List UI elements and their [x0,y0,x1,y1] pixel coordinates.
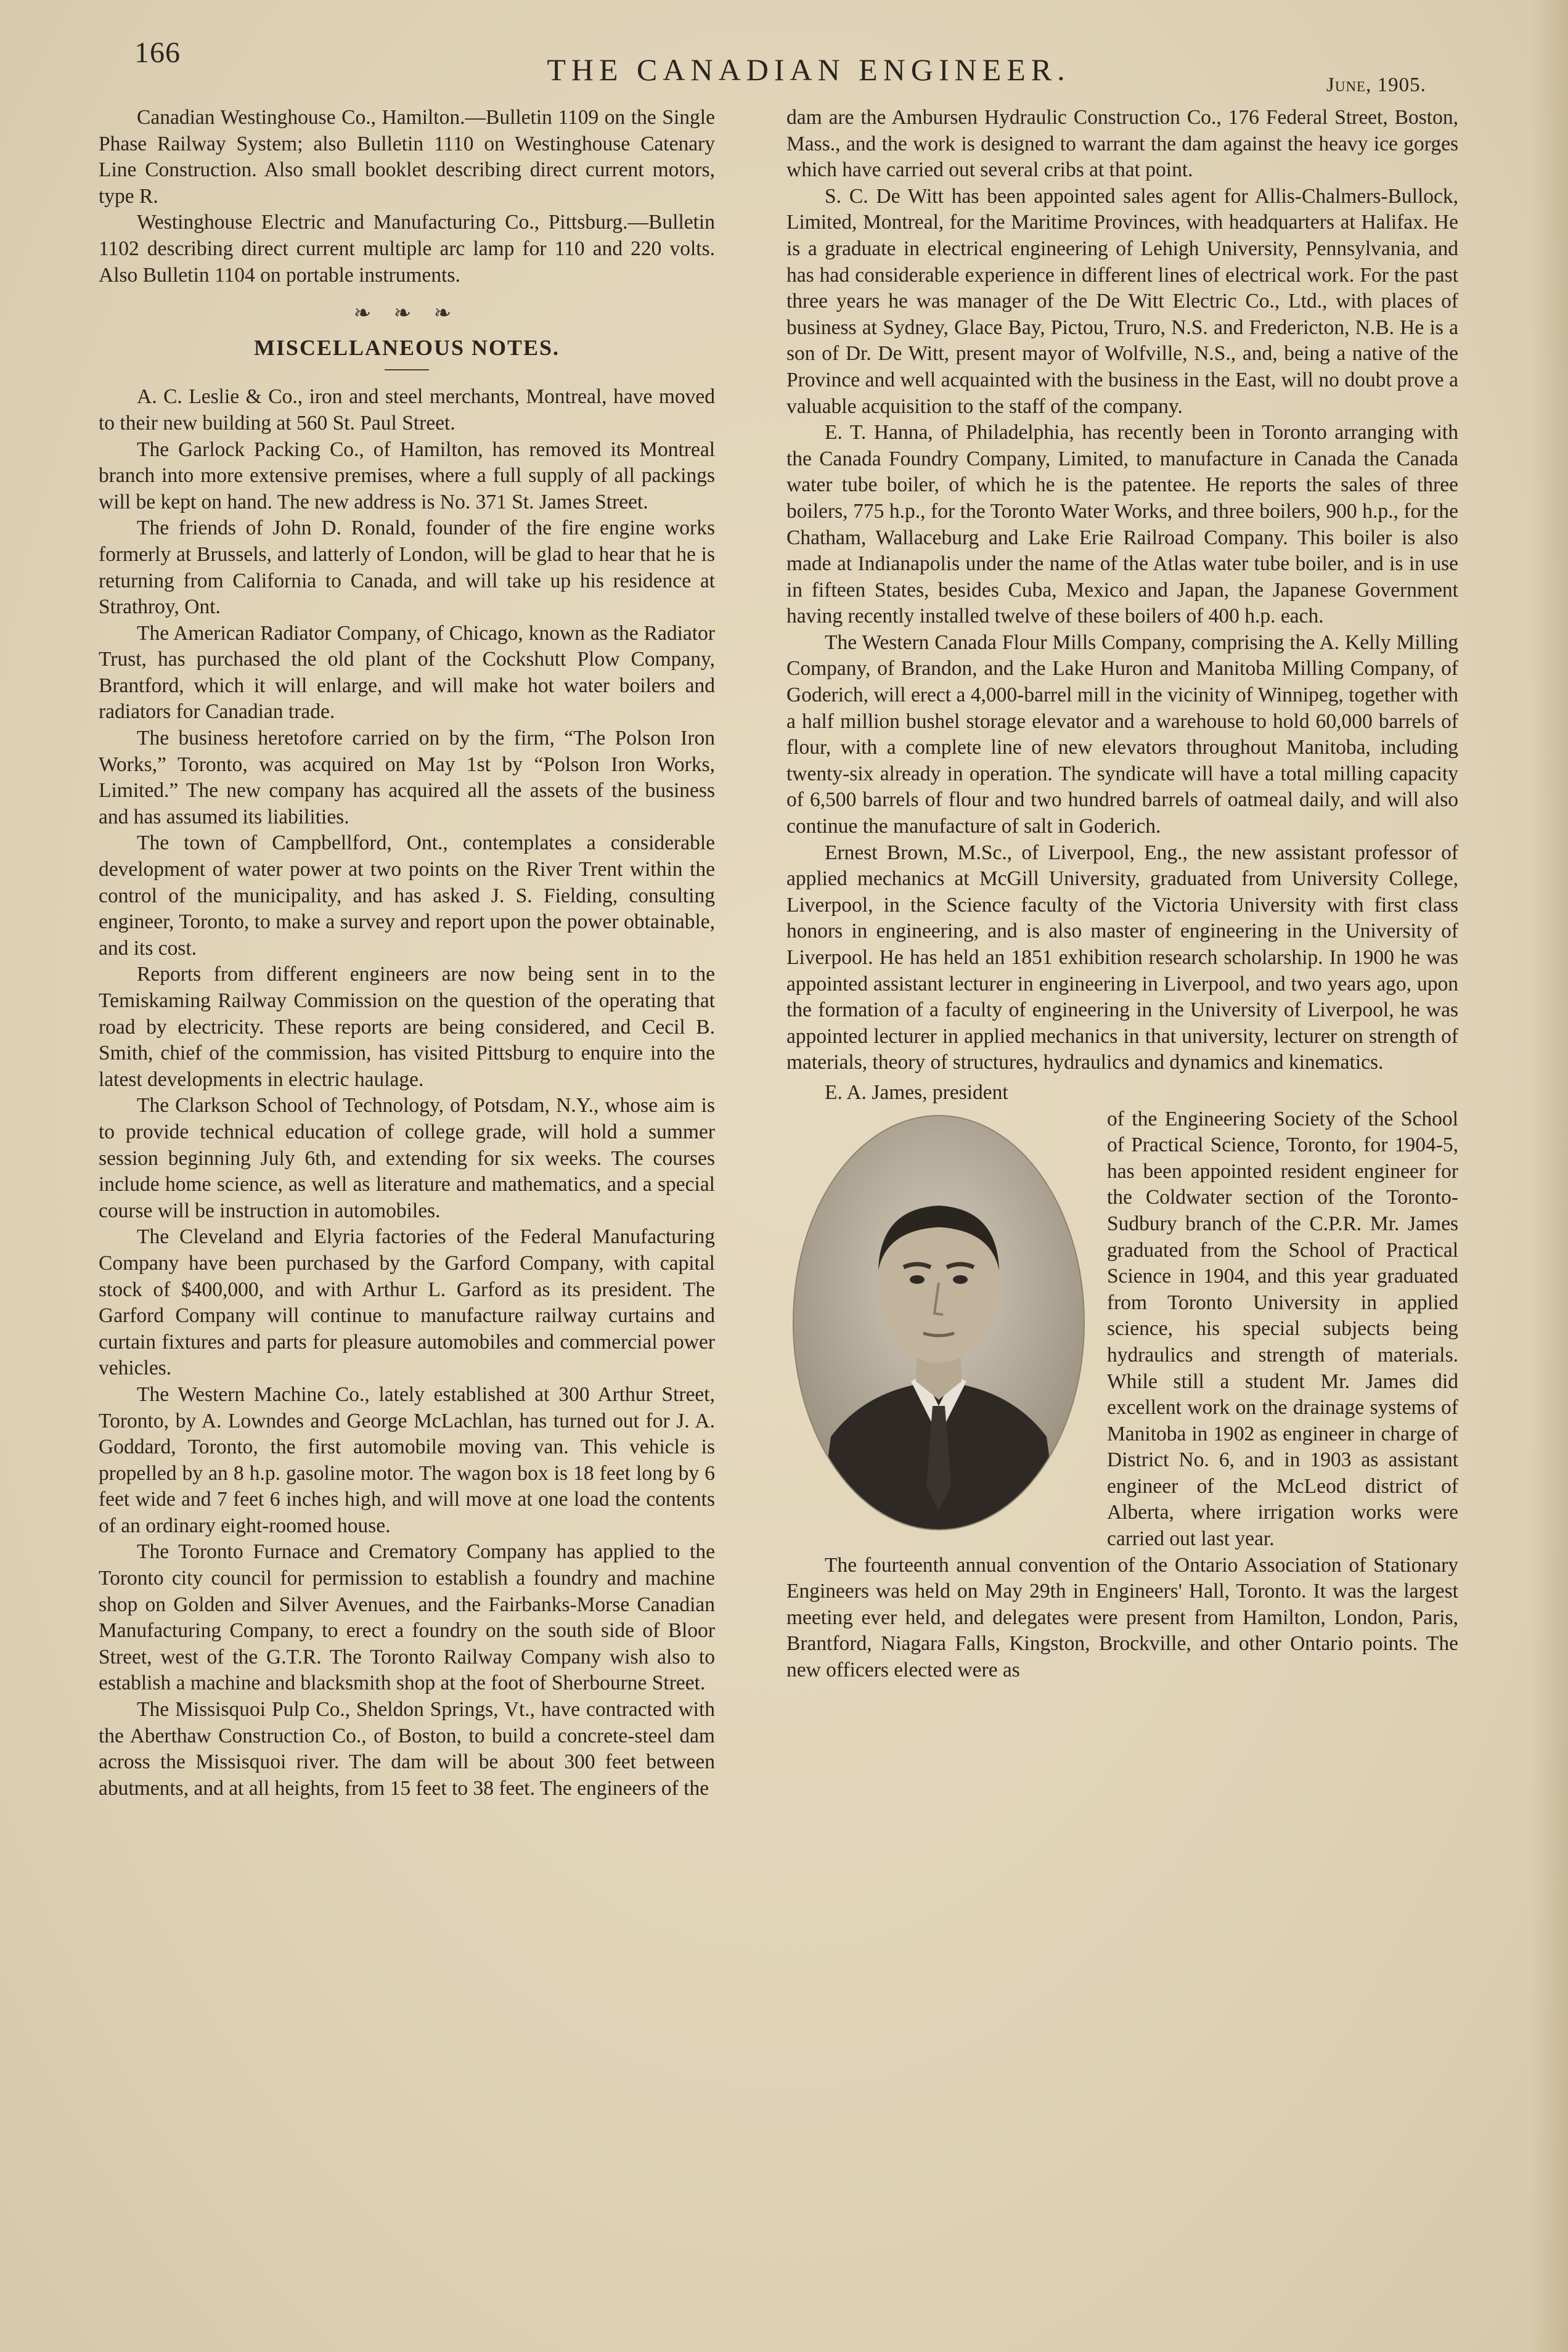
page-number: 166 [134,36,181,69]
note-paragraph: Reports from different engineers are now being sent in to the Temiskaming Railway Commission on the question of the operating that road by electricity. These reports are being considered, and Cecil B. Smith, chief of the commission, has visited Pittsburg to enquire into the latest developments in electric haulage. [99,963,715,1091]
note-paragraph: The town of Campbellford, Ont., contemplates a considerable development of water power at two points on the River Trent within the control of the municipality, and has asked J. S. Fielding, consulting engineer, Toronto, to make a survey and report upon the power obtainable, and its cost. [99,831,715,960]
journal-title: THE CANADIAN ENGINEER. [547,52,1071,87]
note-paragraph: The Clarkson School of Technology, of Potsdam, N.Y., whose aim is to provide technical education of college grade, will hold a summer session beginning July 6th, and extending for six weeks. The courses include home science, as well as literature and mathematics, and a special course will be instruction in automobiles. [99,1094,715,1222]
note-paragraph: E. T. Hanna, of Philadelphia, has recently been in Toronto arranging with the Canada Foundry Company, Limited, to manufacture in Canada the Canada water tube boiler, of which he is the patentee. He reports the sales of three boilers, 775 h.p., for the Toronto Water Works, and three boilers, 900 h.p., for the Chatham, Wallaceburg and Lake Erie Railroad Company. This boiler is also made at Indianapolis under the name of the Atlas water tube boiler, and is in use in fifteen States, besides Cuba, Mexico and Japan, the Japanese Government having recently installed twelve of these boilers of 400 h.p. each. [786,421,1458,628]
james-lead-line: E. A. James, president [825,1080,1008,1104]
section-separator-ornament: ❧ ❧ ❧ [353,302,460,325]
note-paragraph: Ernest Brown, M.Sc., of Liverpool, Eng., the new assistant professor of applied mechanics at McGill University, graduated from University College, Liverpool, in the Science faculty of the Victoria University with first class honors in engineering, and is also master of engineering in the University of Liverpool. He has held an 1851 exhibition research scholarship. In 1900 he was appointed assistant lecturer in engineering in Liverpool, and two years ago, upon the formation of a faculty of engineering in the University of Liverpool, he was appointed lecturer in applied mechanics in that university, lecturer on strength of materials, theory of structures, hydraulics and dynamics and kinematics. [786,841,1458,1074]
left-column [99,105,715,1802]
note-paragraph: The Toronto Furnace and Crematory Company has applied to the Toronto city council for permission to establish a foundry and machine shop on Golden and Silver Avenues, and the Fairbanks-Morse Canadian Manufacturing Company, to erect a foundry on the south side of Bloor Street, west of the G.T.R. The Toronto Railway Company wish also to establish a machine and blacksmith shop at the foot of Sherbourne Street. [99,1540,715,1695]
james-paragraph: of the Engineering Society of the School of Practical Science, Toronto, for 1904-5, has been appointed resident engineer for the Coldwater section of the Toronto-Sudbury branch of the C.P.R. Mr. James graduated from the School of Practical Science in 1904, and this year graduated from Toronto University in applied science, his special subjects being hydraulics and strength of materials. While still a student Mr. James did excellent work on the drainage systems of Manitoba in 1902 as engineer in charge of District No. 6, and in 1903 as assistant engineer of the McLeod district of Alberta, where irrigation works were carried out last year. [1107,1107,1458,1551]
portrait-oval-frame [793,1115,1085,1530]
note-paragraph: The fourteenth annual convention of the Ontario Association of Stationary Engineers was held on May 29th in Engineers' Hall, Toronto. It was the largest meeting ever held, and delegates were present from Hamilton, London, Paris, Brantford, Niagara Falls, Kingston, Brockville, and other Ontario points. The new officers elected were as [786,1553,1458,1682]
issue-date: June, 1905. [1326,74,1426,96]
note-paragraph: The Missisquoi Pulp Co., Sheldon Springs, Vt., have contracted with the Aberthaw Construction Co., of Boston, to build a concrete-steel dam across the Missisquoi river. The dam will be about 300 feet between abutments, and at all heights, from 15 feet to 38 feet. The engineers of the [99,1698,715,1800]
note-paragraph: The Western Machine Co., lately established at 300 Arthur Street, Toronto, by A. Lowndes and George McLachlan, has turned out for J. A. Goddard, Toronto, the first automobile moving van. This vehicle is propelled by an 8 h.p. gasoline motor. The wagon box is 18 feet long by 6 feet wide and 7 feet 6 inches high, and will move at one load the contents of an ordinary eight-roomed house. [99,1382,715,1537]
bulletin-paragraph: Westinghouse Electric and Manufacturing Co., Pittsburg.—Bulletin 1102 describing direct current multiple arc lamp for 110 and 220 volts. Also Bulletin 1104 on portable instruments. [99,211,715,287]
note-paragraph: The American Radiator Company, of Chicago, known as the Radiator Trust, has purchased the old plant of the Cockshutt Plow Company, Brantford, which it will enlarge, and will make hot water boilers and radiators for Canadian trade. [99,621,715,724]
note-paragraph: The Cleveland and Elyria factories of the Federal Manufacturing Company have been purchased by the Garford Company, with capital stock of $400,000, and with Arthur L. Garford as its president. The Garford Company will continue to manufacture railway curtains and curtain fixtures and parts for pleasure automobiles and commercial power vehicles. [99,1225,715,1380]
continued-paragraph: dam are the Ambursen Hydraulic Construction Co., 176 Federal Street, Boston, Mass., and the work is designed to warrant the dam against the heavy ice gorges which have carried out several cribs at that point. [786,106,1458,182]
note-paragraph: S. C. De Witt has been appointed sales agent for Allis-Chalmers-Bullock, Limited, Montreal, for the Maritime Provinces, with headquarters at Halifax. He is a graduate in electrical engineering of Lehigh University, Pennsylvania, and has had considerable experience in different lines of electrical work. For the past three years he was manager of the De Witt Electric Co., Ltd., with places of business at Sydney, Glace Bay, Pictou, Truro, N.S. and Fredericton, N.B. He is a son of Dr. De Witt, present mayor of Wolfville, N.S., and, being a native of the Province and well acquainted with the business in the East, will no doubt prove a valuable acquisition to the staff of the company. [786,184,1458,418]
heading-rule [385,369,429,370]
note-paragraph: A. C. Leslie & Co., iron and steel merchants, Montreal, have moved to their new building at 560 St. Paul Street. [99,385,715,435]
note-paragraph: The business heretofore carried on by the firm, “The Polson Iron Works,” Toronto, was acquired on May 1st by “Polson Iron Works, Limited.” The new company has acquired all the assets of the business and has assumed its liabilities. [99,727,715,828]
portrait-photo [786,1110,1095,1535]
man-portrait-icon [794,1116,1084,1529]
note-paragraph: The friends of John D. Ronald, founder of the fire engine works formerly at Brussels, and latterly of London, will be glad to hear that he is returning from California to Canada, and will take up his residence at Strathroy, Ont. [99,517,715,619]
bulletin-paragraph: Canadian Westinghouse Co., Hamilton.—Bulletin 1109 on the Single Phase Railway System; also Bulletin 1110 on Westinghouse Catenary Line Construction. Also small booklet describing direct current motors, type R. [99,106,715,208]
page-edge-shadow [1531,0,1568,2352]
right-column [786,105,1458,1684]
note-paragraph: The Garlock Packing Co., of Hamilton, has removed its Montreal branch into more extensive premises, where a full supply of all packings will be kept on hand. The new address is No. 371 St. James Street. [99,438,715,513]
note-paragraph: The Western Canada Flour Mills Company, comprising the A. Kelly Milling Company, of Brandon, and the Lake Huron and Manitoba Milling Company, of Goderich, will erect a 4,000-barrel mill in the vicinity of Winnipeg, together with a half million bushel storage elevator and a warehouse to hold 60,000 barrels of flour, with a complete line of new elevators throughout Manitoba, including twenty-six already in operation. The syndicate will have a total milling capacity of 6,500 barrels of flour and two hundred barrels of oatmeal daily, and will also continue the manufacture of salt in Goderich. [786,631,1458,838]
section-heading: MISCELLANEOUS NOTES. [253,335,560,360]
